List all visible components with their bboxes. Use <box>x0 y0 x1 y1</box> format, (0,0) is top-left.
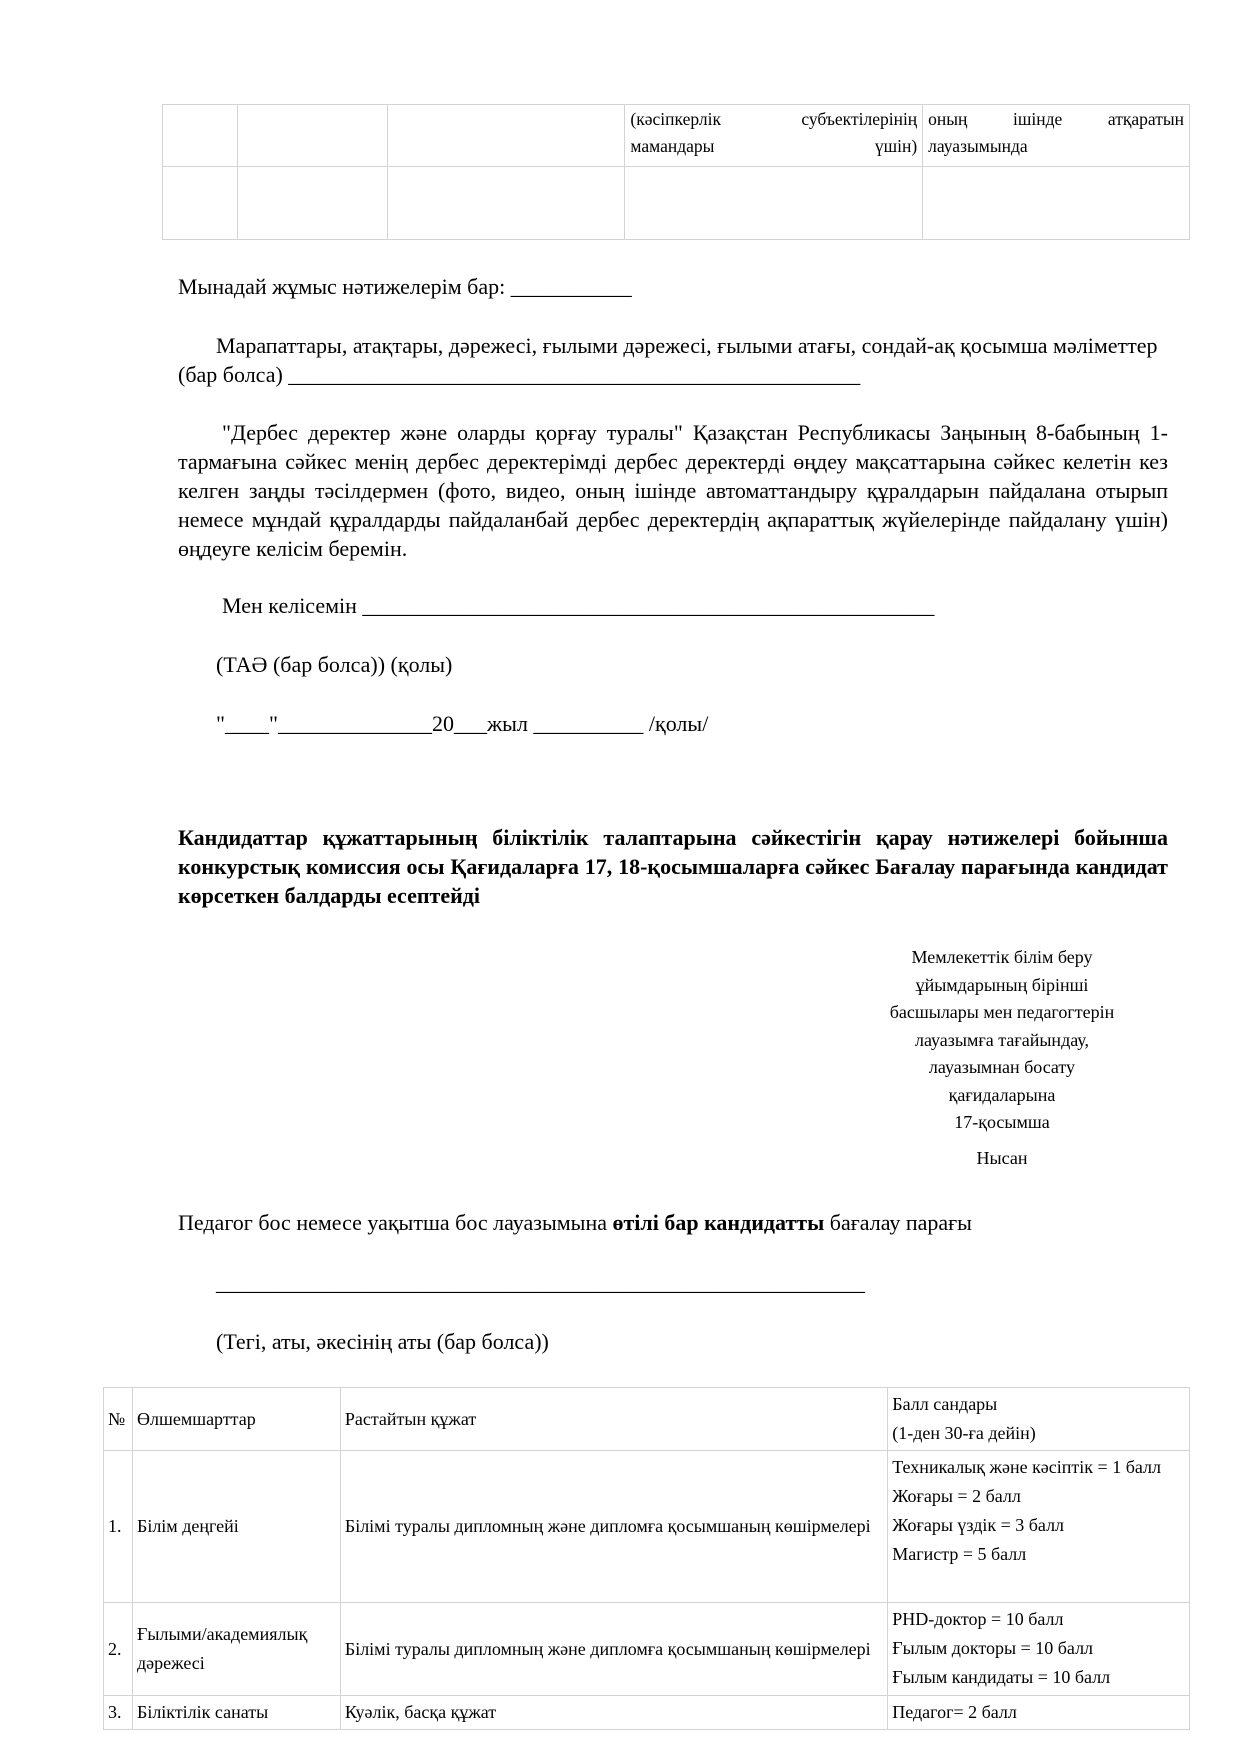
table-row <box>104 1696 1190 1730</box>
row-criteria: Білім деңгейі <box>132 1451 340 1603</box>
score-item: PHD-доктор = 10 балл <box>892 1609 1064 1629</box>
row-scores <box>888 1451 1190 1603</box>
header-criteria: Өлшемшарттар <box>132 1388 340 1451</box>
continuation-table <box>162 104 1190 240</box>
name-blank-line: ___________________________________________________________ <box>216 1270 865 1295</box>
fio-sign-caption: (ТАӘ (бар болса)) (қолы) <box>216 652 453 677</box>
row-scores <box>888 1696 1190 1730</box>
position-note: оның ішінде атқаратын лауазымында <box>928 109 1184 156</box>
header-score <box>888 1388 1190 1451</box>
table-row <box>104 1603 1190 1696</box>
header-score-line2: (1-ден 30-ға дейін) <box>892 1423 1036 1443</box>
row-num: 3. <box>104 1696 133 1730</box>
top-table-cell <box>237 167 387 240</box>
work-results-line: Мынадай жұмыс нәтижелерім бар: ___________ <box>178 274 632 299</box>
row-document: Білімі туралы дипломның және дипломға қосымшаның көшірмелері <box>340 1603 887 1696</box>
row-criteria: Ғылыми/академиялық дәрежесі <box>132 1603 340 1696</box>
annex-line: лауазымнан босату <box>928 1057 1076 1077</box>
top-table-cell <box>625 167 923 240</box>
sheet-title-after: бағалау парағы <box>824 1210 972 1235</box>
annex-line: басшылары мен педагогтерін <box>889 1002 1115 1022</box>
annex-line: Мемлекеттік білім беру <box>911 947 1093 967</box>
annex-line: ұйымдарының бірінші <box>915 974 1089 995</box>
commission-paragraph: Кандидаттар құжаттарының біліктілік талаптарына сәйкестігін қарау нәтижелері бойынша конкурстық комиссия осы Қағидаларға 17, 18-қосымшаларға сәйкес Бағалау парағында кандидат көрсеткен балдарды есептейді <box>178 825 1168 908</box>
annex-line: лауазымға тағайындау, <box>914 1029 1089 1050</box>
score-item: Педагог= 2 балл <box>892 1702 1017 1722</box>
sheet-title-before: Педагог бос немесе уақытша бос лауазымына <box>178 1210 613 1235</box>
top-table-cell <box>163 167 238 240</box>
name-caption: (Тегі, аты, әкесінің аты (бар болса)) <box>216 1329 549 1354</box>
date-signature-line: "____"______________20___жыл __________ /қолы/ <box>216 711 709 736</box>
top-table-cell <box>387 167 625 240</box>
score-item: Техникалық және кәсіптік = 1 балл <box>892 1457 1161 1477</box>
evaluation-sheet-title <box>178 1208 1178 1237</box>
score-item: Ғылым докторы = 10 балл <box>892 1638 1094 1658</box>
entrepreneurs-note: (кәсіпкерлік субъектілерінің мамандары үшін) <box>630 109 918 156</box>
awards-paragraph: Марапаттары, атақтары, дәрежесі, ғылыми дәрежесі, ғылыми атағы, сондай-ақ қосымша мәліметтер (бар болса) ____________________________________________________ <box>178 333 1158 387</box>
score-item: Жоғары үздік = 3 балл <box>892 1515 1065 1535</box>
form-label: Нысан <box>976 1147 1028 1168</box>
row-document: Білімі туралы дипломның және дипломға қосымшаның көшірмелері <box>340 1451 887 1603</box>
row-criteria: Біліктілік санаты <box>132 1696 340 1730</box>
annex-note <box>862 944 1142 1172</box>
top-table-cell-position <box>923 105 1190 167</box>
top-table-cell <box>387 105 625 167</box>
evaluation-table <box>103 1387 1190 1730</box>
table-row <box>104 1451 1190 1603</box>
table-header-row <box>104 1388 1190 1451</box>
annex-line: қағидаларына <box>948 1084 1056 1105</box>
header-document: Растайтын құжат <box>340 1388 887 1451</box>
score-item: Магистр = 5 балл <box>892 1544 1027 1564</box>
header-num: № <box>104 1388 133 1451</box>
top-table-cell <box>163 105 238 167</box>
row-scores <box>888 1603 1190 1696</box>
row-num: 2. <box>104 1603 133 1696</box>
top-table-cell <box>237 105 387 167</box>
row-num: 1. <box>104 1451 133 1603</box>
sheet-title-bold: өтілі бар кандидатты <box>612 1210 825 1235</box>
consent-paragraph: "Дербес деректер және оларды қорғау туралы" Қазақстан Республикасы Заңының 8-бабының 1-тармағына сәйкес менің дербес деректерімді дербес деректерді өңдеу мақсаттарына сәйкес келетін кез келген заңды тәсілдермен (фото, видео, оның ішінде автоматтандыру құралдарын пайдалана отырып немесе мұндай құралдарды пайдаланбай дербес деректердің ақпараттық жүйелерінде пайдалану үшін) өңдеуге келісім беремін. <box>178 420 1168 561</box>
agree-signature-line: Мен келісемін ____________________________________________________ <box>222 593 935 618</box>
top-table-cell-entrepreneurs <box>625 105 923 167</box>
score-item: Ғылым кандидаты = 10 балл <box>892 1667 1111 1687</box>
header-score-line1: Балл сандары <box>892 1394 998 1414</box>
annex-line: 17-қосымша <box>954 1112 1050 1132</box>
top-table-cell <box>923 167 1190 240</box>
row-document: Куәлік, басқа құжат <box>340 1696 887 1730</box>
score-item: Жоғары = 2 балл <box>892 1486 1021 1506</box>
